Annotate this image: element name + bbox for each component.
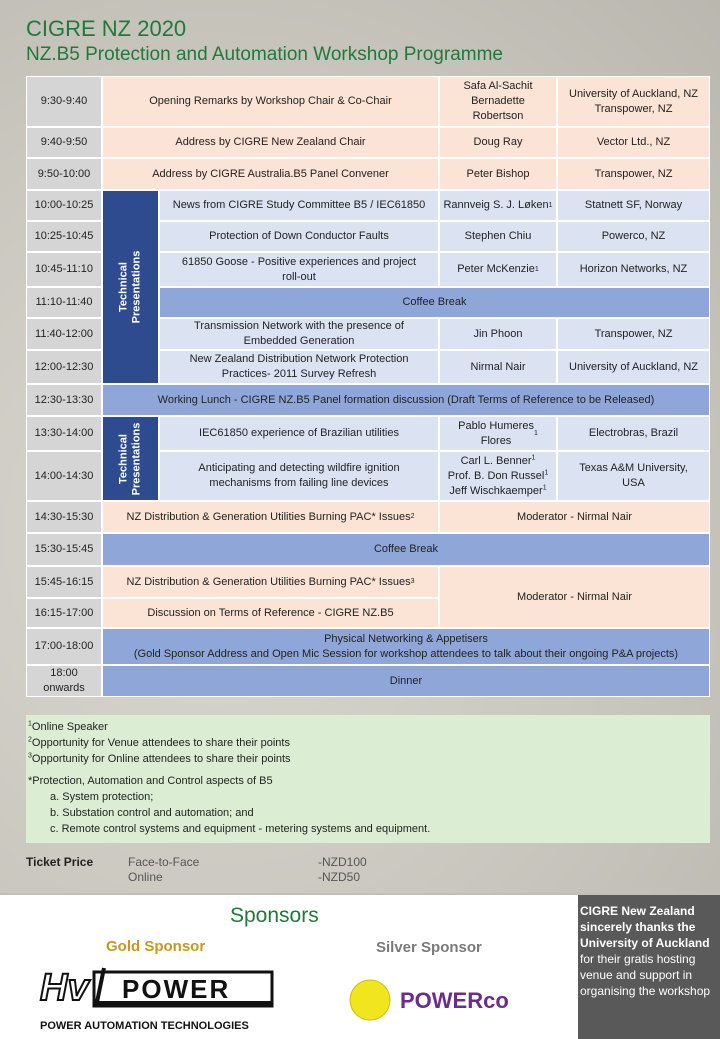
organization-cell: University of Auckland, NZ bbox=[557, 350, 710, 384]
footnote-line bbox=[26, 751, 710, 767]
footnote-marker: 1 bbox=[531, 453, 536, 461]
time-cell: 12:00-12:30 bbox=[26, 350, 102, 384]
speaker-cell bbox=[439, 350, 557, 384]
organization-cell: Electrobras, Brazil bbox=[557, 416, 710, 451]
organization-cell: Horizon Networks, NZ bbox=[557, 252, 710, 287]
footnote-text: c. Remote control systems and equipment - metering systems and equipment. bbox=[50, 823, 431, 835]
time-cell: 9:50-10:00 bbox=[26, 158, 102, 190]
silver-logo-text: POWERco bbox=[400, 988, 509, 1013]
organization-cell: Statnett SF, Norway bbox=[557, 190, 710, 221]
full-width-session: Coffee Break bbox=[102, 533, 710, 566]
coffee-break-cell: Coffee Break bbox=[159, 287, 710, 318]
speaker-cell: Pablo Humeres Flores 1 bbox=[439, 416, 557, 451]
svg-text:Hv: Hv bbox=[40, 967, 89, 1009]
footnote-text: Opportunity for Online attendees to share their points bbox=[31, 753, 291, 765]
footnotes bbox=[26, 715, 710, 843]
speaker-cell: Doug Ray bbox=[439, 127, 557, 158]
schedule-row bbox=[26, 158, 710, 190]
gold-sponsor-label: Gold Sponsor bbox=[106, 938, 206, 955]
session-description: Opening Remarks by Workshop Chair & Co-Chair bbox=[102, 76, 439, 127]
speaker-name: Rannveig S. J. Løken bbox=[443, 199, 549, 211]
ticket-f2f-price: -NZD100 bbox=[318, 855, 367, 869]
ticket-f2f-label: Face-to-Face bbox=[128, 855, 200, 869]
speaker-cell bbox=[439, 221, 557, 252]
technical-presentations-band bbox=[102, 190, 159, 384]
technical-presentations-band bbox=[102, 416, 159, 501]
speaker-name: Prof. B. Don Russel$^1$ bbox=[447, 468, 549, 482]
time-cell: 17:00-18:00 bbox=[26, 628, 102, 665]
silver-sponsor-label: Silver Sponsor bbox=[376, 939, 482, 956]
speaker-name: Nirmal Nair bbox=[470, 360, 526, 373]
time-cell: 12:30-13:30 bbox=[26, 384, 102, 416]
session-description: Address by CIGRE Australia.B5 Panel Convener bbox=[102, 158, 439, 190]
footnote-marker: 2 bbox=[28, 736, 32, 744]
footnote-marker: 1 bbox=[28, 720, 32, 728]
time-cell: 10:45-11:10 bbox=[26, 252, 102, 287]
organization-cell: Vector Ltd., NZ bbox=[557, 127, 710, 158]
footnote-text: Opportunity for Venue attendees to share their points bbox=[31, 737, 290, 749]
time-cell: 11:10-11:40 bbox=[26, 287, 102, 318]
session-description bbox=[102, 598, 439, 628]
working-lunch-cell: Working Lunch - CIGRE NZ.B5 Panel formation discussion (Draft Terms of Reference to be Released) bbox=[102, 384, 710, 416]
time-cell: 9:30-9:40 bbox=[26, 76, 102, 127]
sponsors-heading: Sponsors bbox=[230, 904, 319, 927]
time-cell: 15:45-16:15 bbox=[26, 566, 102, 598]
footnote-line bbox=[26, 773, 710, 789]
footnote-line bbox=[26, 805, 710, 821]
technical-presentations-label: Technical Presentations bbox=[117, 422, 143, 495]
page-subtitle: NZ.B5 Protection and Automation Workshop Programme bbox=[26, 44, 503, 65]
session-text: Discussion on Terms of Reference - CIGRE NZ.B5 bbox=[147, 606, 394, 619]
schedule-row bbox=[26, 533, 710, 566]
organization-cell: University of Auckland, NZ Transpower, NZ bbox=[557, 76, 710, 127]
networking-cell bbox=[102, 628, 710, 665]
organization-cell: Powerco, NZ bbox=[557, 221, 710, 252]
schedule-row bbox=[26, 76, 710, 127]
speaker-cell bbox=[439, 451, 557, 501]
footnote-line bbox=[26, 735, 710, 751]
networking-title: Physical Networking & Appetisers bbox=[324, 632, 488, 645]
session-description: IEC61850 experience of Brazilian utilities bbox=[159, 416, 439, 451]
ticket-label: Ticket Price bbox=[26, 855, 94, 869]
speaker-name: Carl L. Benner$^1$ bbox=[460, 453, 536, 467]
session-text: NZ Distribution & Generation Utilities Burning PAC* Issues bbox=[126, 510, 411, 523]
gold-logo-tagline: POWER AUTOMATION TECHNOLOGIES bbox=[40, 1020, 249, 1032]
time-cell: 9:40-9:50 bbox=[26, 127, 102, 158]
technical-presentations-label: Technical Presentations bbox=[117, 250, 143, 324]
organization-cell: Transpower, NZ bbox=[557, 158, 710, 190]
page-title: CIGRE NZ 2020 bbox=[26, 16, 187, 41]
footnote-text: Online Speaker bbox=[31, 721, 108, 733]
footnote-text: b. Substation control and automation; and bbox=[50, 807, 254, 819]
organization-cell: Texas A&M University, USA bbox=[557, 451, 710, 501]
time-cell: 13:30-14:00 bbox=[26, 416, 102, 451]
ticket-online-label: Online bbox=[128, 870, 163, 884]
powerco-logo bbox=[348, 978, 528, 1024]
time-cell: 18:00 onwards bbox=[26, 665, 102, 697]
schedule-row bbox=[26, 628, 710, 665]
networking-detail: (Gold Sponsor Address and Open Mic Session for workshop attendees to talk about their ongoing P&A projects) bbox=[133, 647, 679, 660]
session-description: Address by CIGRE New Zealand Chair bbox=[102, 127, 439, 158]
session-text: NZ Distribution & Generation Utilities Burning PAC* Issues bbox=[126, 575, 411, 588]
footnote-text: a. System protection; bbox=[50, 791, 154, 803]
schedule-row bbox=[26, 665, 710, 697]
session-description: News from CIGRE Study Committee B5 / IEC61850 bbox=[159, 190, 439, 221]
ticket-online-price: -NZD50 bbox=[318, 870, 361, 884]
gold-logo-text: POWER bbox=[122, 974, 231, 1004]
speaker-cell: Peter McKenzie 1 bbox=[439, 252, 557, 287]
schedule-row bbox=[26, 384, 710, 416]
footnote-line bbox=[26, 821, 710, 837]
speaker-cell bbox=[439, 318, 557, 350]
session-description: New Zealand Distribution Network Protection Practices- 2011 Survey Refresh bbox=[159, 350, 439, 384]
thanks-box bbox=[578, 895, 720, 1039]
footnote-marker: 1 bbox=[542, 483, 547, 491]
session-description: Transmission Network with the presence of Embedded Generation bbox=[159, 318, 439, 350]
speaker-cell: Rannveig S. J. Løken 1 bbox=[439, 190, 557, 221]
time-cell: 10:00-10:25 bbox=[26, 190, 102, 221]
speaker-name: Stephen Chiu bbox=[464, 230, 532, 242]
schedule-row bbox=[26, 501, 710, 533]
time-cell: 10:25-10:45 bbox=[26, 221, 102, 252]
speaker-cell: Peter Bishop bbox=[439, 158, 557, 190]
session-description: NZ Distribution & Generation Utilities Burning PAC* Issues 2 bbox=[102, 501, 439, 533]
footnote-text: *Protection, Automation and Control aspects of B5 bbox=[28, 775, 273, 787]
speaker-name: Pablo Humeres Flores bbox=[458, 419, 534, 447]
speaker-name: Jin Phoon bbox=[473, 327, 523, 340]
time-cell: 14:30-15:30 bbox=[26, 501, 102, 533]
hv-power-logo bbox=[38, 962, 278, 1034]
thanks-bold: CIGRE New Zealand sincerely thanks the University of Auckland bbox=[580, 904, 710, 950]
footnote-marker: 1 bbox=[544, 468, 549, 476]
moderator-cell: Moderator - Nirmal Nair bbox=[439, 501, 710, 533]
session-description: Protection of Down Conductor Faults bbox=[159, 221, 439, 252]
schedule-row bbox=[26, 127, 710, 158]
time-cell: 14:00-14:30 bbox=[26, 451, 102, 501]
organization-cell: Transpower, NZ bbox=[557, 318, 710, 350]
thanks-rest: for their gratis hosting venue and support in organising the workshop bbox=[580, 952, 711, 998]
footnote-marker: 3 bbox=[28, 752, 32, 760]
time-cell: 11:40-12:00 bbox=[26, 318, 102, 350]
speaker-cell: Safa Al-Sachit Bernadette Robertson bbox=[439, 76, 557, 127]
speaker-name: Jeff Wischkaemper$^1$ bbox=[449, 483, 547, 497]
footnote-line bbox=[26, 719, 710, 735]
moderator-cell: Moderator - Nirmal Nair bbox=[439, 566, 710, 628]
session-description: Anticipating and detecting wildfire ignition mechanisms from failing line devices bbox=[159, 451, 439, 501]
speaker-name: Peter McKenzie bbox=[457, 263, 535, 275]
session-description: NZ Distribution & Generation Utilities Burning PAC* Issues 3 bbox=[102, 566, 439, 598]
session-description: 61850 Goose - Positive experiences and project roll-out bbox=[159, 252, 439, 287]
time-cell: 16:15-17:00 bbox=[26, 598, 102, 628]
full-width-session: Dinner bbox=[102, 665, 710, 697]
footnote-line bbox=[26, 789, 710, 805]
time-cell: 15:30-15:45 bbox=[26, 533, 102, 566]
